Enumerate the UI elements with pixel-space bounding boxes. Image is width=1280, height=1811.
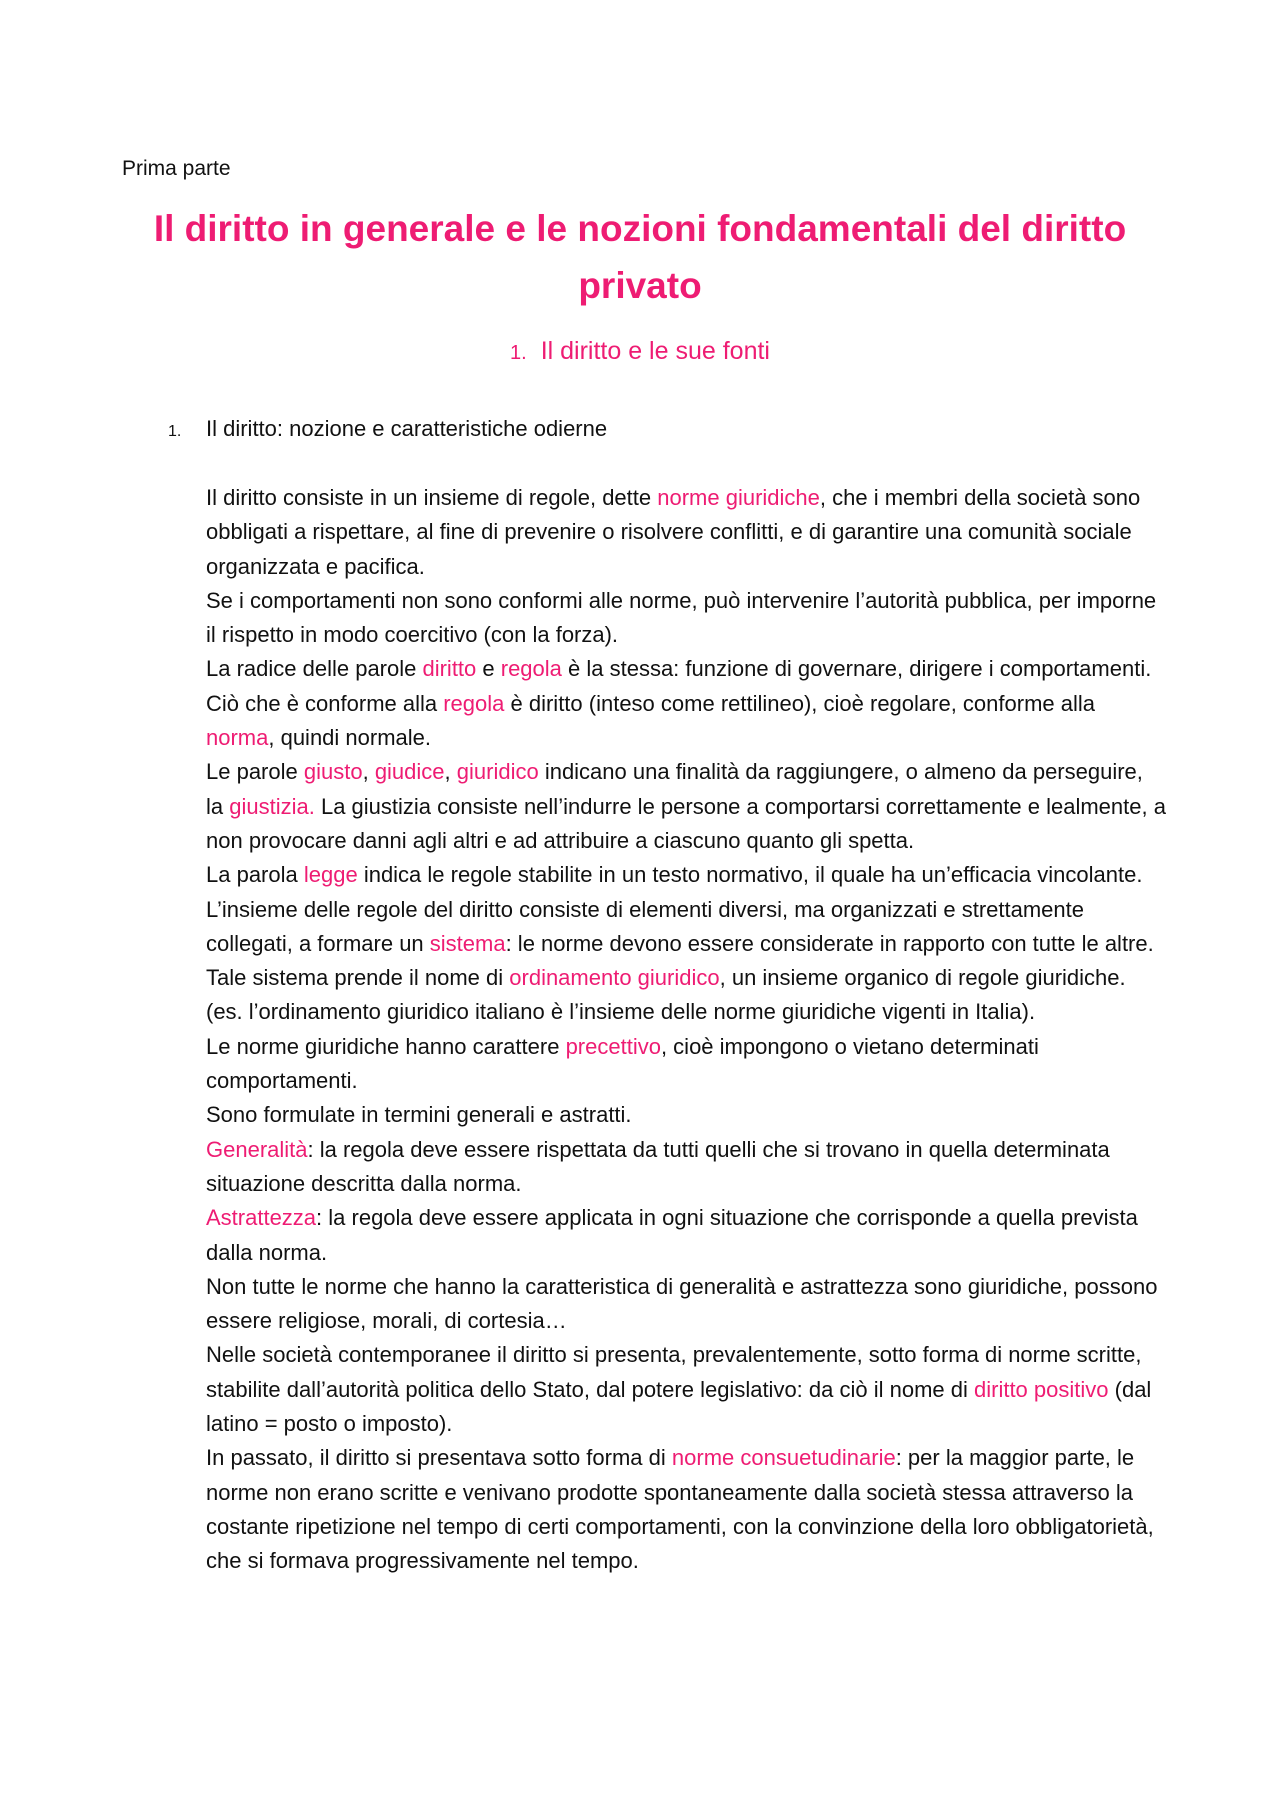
text-run: Le parole	[206, 759, 304, 785]
text-run: In passato, il diritto si presentava sotto forma di	[206, 1445, 672, 1471]
highlighted-term: precettivo	[565, 1033, 661, 1059]
text-run: Le norme giuridiche hanno carattere	[206, 1033, 566, 1059]
body-paragraph	[206, 1338, 1166, 1441]
text-run: : le norme devono essere considerate in rapporto con tutte le altre. Tale sistema prende il nome di	[206, 930, 1154, 991]
text-run: è diritto (inteso come rettilineo), cioè regolare, conforme alla	[504, 690, 1095, 716]
text-run: La radice delle parole	[206, 656, 423, 682]
text-run: ,	[362, 759, 375, 785]
chapter-title	[120, 334, 1160, 370]
text-run: , cioè impongono o vietano determinati comportamenti.	[206, 1033, 1039, 1094]
text-run: è la stessa: funzione di governare, dirigere i comportamenti. Ciò che è conforme alla	[206, 656, 1152, 716]
text-run: Nelle società contemporanee il diritto si presenta, prevalentemente, sotto forma di norme scritte, stabilite dall’autorità politica dello Stato, dal potere legislativo: da ciò il nome di	[206, 1342, 1142, 1402]
highlighted-term: norme giuridiche	[657, 485, 820, 510]
highlighted-term: norma	[206, 725, 269, 751]
text-run: : per la maggior parte, le norme non erano scritte e venivano prodotte spontaneamente dalla società stessa attraverso la costante ripetizione nel tempo di certi comportamenti, con la convinzione della loro obbligatorietà, che si formava progressivamente nel tempo.	[206, 1445, 1154, 1574]
text-run: , che i membri della società sono obbligati a rispettare, al fine di prevenire o risolvere conflitti, e di garantire una comunità sociale organizzata e pacifica.	[206, 485, 1141, 579]
body-paragraph	[206, 858, 1166, 892]
highlighted-term: Astrattezza	[206, 1205, 317, 1231]
text-run: Non tutte le norme che hanno la caratteristica di generalità e astrattezza sono giuridiche, possono essere religiose, morali, di cortesia…	[206, 1273, 1158, 1334]
body-paragraph	[206, 1441, 1166, 1578]
body-paragraph	[206, 584, 1166, 653]
text-run: indicano una finalità da raggiungere, o almeno da perseguire, la	[206, 759, 1143, 819]
highlighted-term: regola	[443, 690, 505, 716]
section-title: Il diritto: nozione e caratteristiche odierne	[206, 416, 608, 441]
text-run: ,	[444, 759, 457, 785]
highlighted-term: diritto	[422, 656, 477, 682]
highlighted-term: Generalità	[206, 1136, 308, 1162]
text-run: (dal latino = posto o imposto).	[206, 1376, 1152, 1437]
highlighted-term: giudice	[374, 759, 445, 785]
text-run: , un insieme organico di regole giuridiche. (es. l’ordinamento giuridico italiano è l’insieme delle norme giuridiche vigenti in Italia).	[206, 965, 1126, 1025]
text-run: indica le regole stabilite in un testo normativo, il quale ha un’efficacia vincolante.	[357, 862, 1143, 888]
highlighted-term: giuridico	[456, 759, 539, 785]
text-run: L’insieme delle regole del diritto consiste di elementi diversi, ma organizzati e strettamente collegati, a formare un	[206, 896, 1084, 956]
highlighted-term: norme consuetudinarie	[671, 1445, 896, 1471]
chapter-number: 1.	[510, 342, 527, 364]
text-run: : la regola deve essere applicata in ogni situazione che corrisponde a quella prevista dalla norma.	[206, 1205, 1138, 1265]
text-run: Il diritto consiste in un insieme di regole, dette	[206, 485, 658, 510]
body-paragraph	[206, 1201, 1166, 1270]
body-paragraph	[206, 893, 1166, 1030]
text-run: : la regola deve essere rispettata da tutti quelli che si trovano in quella determinata situazione descritta dalla norma.	[206, 1136, 1110, 1196]
text-run: Se i comportamenti non sono conformi alle norme, può intervenire l’autorità pubblica, per imporne il rispetto in modo coercitivo (con la forza).	[206, 587, 1157, 648]
body-paragraph	[206, 652, 1166, 755]
highlighted-term: sistema	[429, 930, 506, 956]
body-paragraph	[206, 1030, 1166, 1099]
body-paragraph	[206, 1098, 1166, 1132]
text-run: , quindi normale.	[268, 725, 432, 751]
highlighted-term: giustizia.	[229, 793, 315, 819]
document-title: Il diritto in generale e le nozioni fondamentali del diritto privato	[153, 208, 1127, 306]
text-run: Sono formulate in termini generali e astratti.	[206, 1102, 632, 1128]
highlighted-term: ordinamento giuridico	[509, 965, 720, 991]
text-run: e	[476, 656, 501, 682]
section-number: 1.	[168, 423, 182, 440]
highlighted-term: giusto	[303, 759, 363, 785]
text-run: La giustizia consiste nell’indurre le persone a comportarsi correttamente e lealmente, a non provocare danni agli altri e ad attribuire a ciascuno quanto gli spetta.	[206, 793, 1166, 853]
body-paragraph	[206, 1270, 1166, 1339]
body-paragraph	[206, 755, 1166, 858]
part-label: Prima parte	[122, 157, 231, 180]
highlighted-term: legge	[303, 862, 358, 888]
body-paragraph	[206, 481, 1166, 584]
chapter-title-text: Il diritto e le sue fonti	[540, 337, 770, 365]
highlighted-term: regola	[500, 656, 562, 682]
text-run: La parola	[206, 862, 304, 888]
body-paragraph	[206, 1133, 1166, 1202]
section-body	[206, 481, 1166, 1579]
highlighted-term: diritto positivo	[974, 1376, 1109, 1402]
section-heading	[168, 414, 607, 447]
